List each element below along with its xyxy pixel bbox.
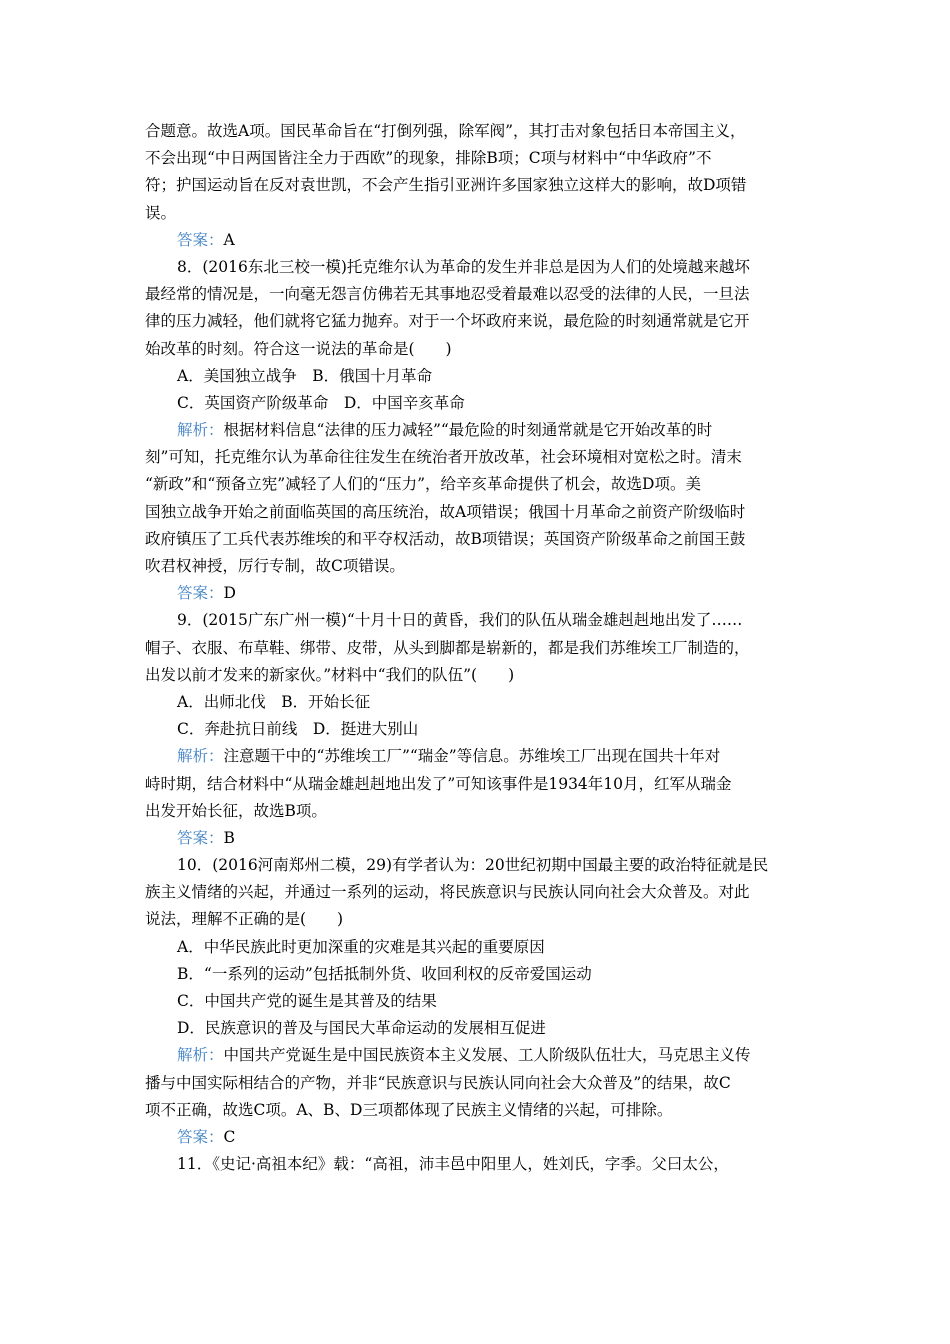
text-line: 出发以前才发来的新家伙。”材料中“我们的队伍”( ) [145, 665, 515, 684]
text-line: 始改革的时刻。符合这一说法的革命是( ) [145, 339, 452, 358]
text-line: 合题意。故选A项。国民革命旨在“打倒列强，除军阀”，其打击对象包括日本帝国主义， [145, 122, 746, 140]
analysis-label: 解析： [177, 421, 224, 440]
answer-label: 答案： [177, 828, 224, 847]
text-line: 帽子、衣服、布草鞋、绑带、皮带，从头到脚都是崭新的，都是我们苏维埃工厂制造的， [145, 638, 750, 657]
options-line: A．出师北伐 B．开始长征 [177, 692, 371, 711]
text-line: “新政”和“预备立宪”减轻了人们的“压力”，给辛亥革命提供了机会，故选D项。美 [145, 475, 701, 494]
text-line: 国独立战争开始之前面临英国的高压统治，故A项错误；俄国十月革命之前资产阶级临时 [145, 502, 746, 521]
text-line: 项不正确，故选C项。A、B、D三项都体现了民族主义情绪的兴起，可排除。 [145, 1100, 673, 1119]
options-line: A．美国独立战争 B．俄国十月革命 [177, 366, 433, 385]
analysis-text: 中国共产党诞生是中国民族资本主义发展、工人阶级队伍壮大，马克思主义传 [223, 1046, 751, 1065]
text-line: 刻”可知，托克维尔认为革命往往发生在统治者开放改革，社会环境相对宽松之时。清末 [145, 448, 742, 467]
text-line: 律的压力减轻，他们就将它猛力抛弃。对于一个坏政府来说，最危险的时刻通常就是它开 [145, 312, 750, 331]
text-line: 误。 [145, 203, 177, 222]
text-line: 吹君权神授，厉行专制，故C项错误。 [145, 557, 405, 575]
text-line: 说法，理解不正确的是( ) [145, 910, 344, 929]
options-line: C．奔赴抗日前线 D．挺进大别山 [177, 720, 419, 739]
question-10-stem: 10．(2016河南郑州二模，29)有学者认为：20世纪初期中国最主要的政治特征就是民 [177, 856, 769, 875]
answer-value: B [223, 828, 235, 847]
text-line: 出发开始长征，故选B项。 [145, 801, 327, 820]
answer-label: 答案： [177, 1127, 224, 1146]
question-11-stem: 11．《史记·高祖本纪》载：“高祖，沛丰邑中阳里人，姓刘氏，字季。父曰太公， [177, 1155, 729, 1174]
analysis-line [145, 743, 815, 770]
option-a: A．中华民族此时更加深重的灾难是其兴起的重要原因 [177, 937, 545, 956]
analysis-text: 注意题干中的“苏维埃工厂”“瑞金”等信息。苏维埃工厂出现在国共十年对 [223, 747, 721, 766]
answer-label: 答案： [177, 584, 224, 603]
answer-line [145, 580, 815, 607]
option-c: C．中国共产党的诞生是其普及的结果 [177, 992, 437, 1010]
text-line: 符；护国运动旨在反对袁世凯，不会产生指引亚洲许多国家独立这样大的影响，故D项错 [145, 176, 747, 195]
analysis-line [145, 417, 815, 444]
analysis-text: 根据材料信息“法律的压力减轻”“最危险的时刻通常就是它开始改革的时 [223, 421, 713, 440]
text-line: 族主义情绪的兴起，并通过一系列的运动，将民族意识与民族认同向社会大众普及。对此 [145, 883, 750, 902]
option-d: D．民族意识的普及与国民大革命运动的发展相互促进 [177, 1019, 546, 1038]
answer-value: D [223, 584, 236, 603]
answer-label: 答案： [177, 230, 224, 249]
answer-line [145, 1124, 815, 1151]
options-line: C．英国资产阶级革命 D．中国辛亥革命 [177, 393, 465, 412]
answer-value: A [223, 230, 235, 249]
text-line: 播与中国实际相结合的产物，并非“民族意识与民族认同向社会大众普及”的结果，故C [145, 1073, 731, 1092]
answer-line [145, 825, 815, 852]
answer-line [145, 227, 815, 254]
option-b: B．“一系列的运动”包括抵制外货、收回利权的反帝爱国运动 [177, 964, 592, 983]
text-line: 不会出现“中日两国皆注全力于西欧”的现象，排除B项；C项与材料中“中华政府”不 [145, 149, 712, 168]
analysis-line [145, 1042, 815, 1069]
analysis-label: 解析： [177, 747, 224, 766]
question-8-stem: 8．(2016东北三校一模)托克维尔认为革命的发生并非总是因为人们的处境越来越坏 [177, 257, 750, 276]
text-line: 政府镇压了工兵代表苏维埃的和平夺权活动，故B项错误；英国资产阶级革命之前国王鼓 [145, 529, 746, 548]
analysis-label: 解析： [177, 1046, 224, 1065]
text-line: 最经常的情况是，一向毫无怨言仿佛若无其事地忍受着最难以忍受的法律的人民，一旦法 [145, 285, 750, 304]
question-9-stem: 9．(2015广东广州一模)“十月十日的黄昏，我们的队伍从瑞金雄赳赳地出发了…… [177, 611, 743, 630]
document-body [145, 118, 815, 1178]
answer-value: C [223, 1127, 236, 1146]
text-line: 峙时期，结合材料中“从瑞金雄赳赳地出发了”可知该事件是1934年10月，红军从瑞金 [145, 774, 732, 793]
